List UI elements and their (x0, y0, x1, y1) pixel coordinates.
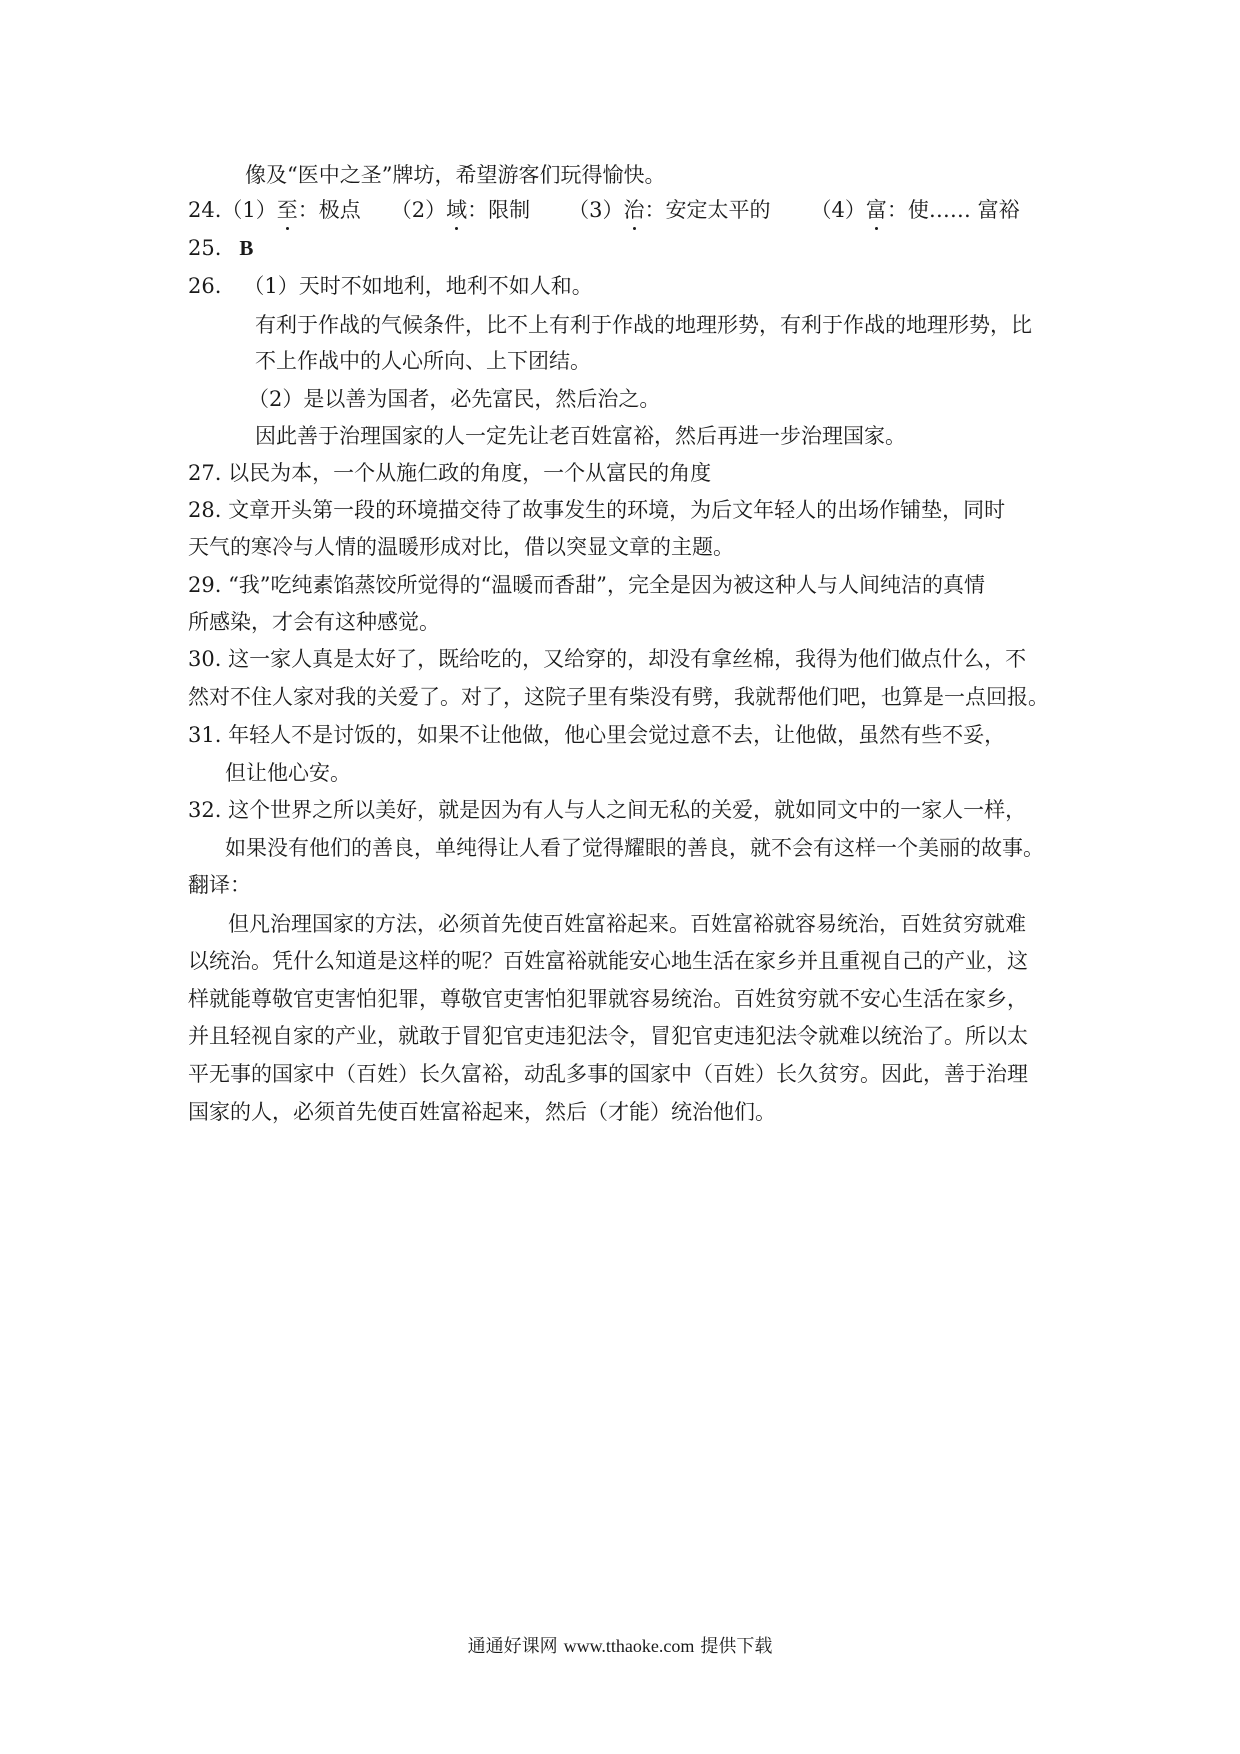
translation-line: 但凡治理国家的方法，必须首先使百姓富裕起来。百姓富裕就容易统治，百姓贫穷就难 (228, 912, 1026, 936)
part-label: （4） (810, 198, 866, 222)
translation-line: 国家的人，必须首先使百姓富裕起来，然后（才能）统治他们。 (188, 1100, 776, 1124)
answer-31-line-2: 但让他心安。 (225, 761, 351, 785)
answer-26-line-3: 不上作战中的人心所向、上下团结。 (255, 349, 591, 373)
footer-site-name: 通通好课网 (467, 1636, 558, 1657)
translation-line: 样就能尊敬官吏害怕犯罪，尊敬官吏害怕犯罪就容易统治。百姓贫穷就不安心生活在家乡， (188, 987, 1028, 1011)
footer-tail: 提供下载 (700, 1636, 773, 1657)
answer-26-line-4: （2）是以善为国者，必先富民，然后治之。 (248, 387, 661, 411)
answer-choice: B (239, 236, 254, 260)
emphasized-char: 至 (277, 195, 298, 225)
answer-26-line-1 (188, 271, 593, 301)
answer-31-line-1: 31. 年轻人不是讨饭的，如果不让他做，他心里会觉过意不去，让他做，虽然有些不妥， (188, 723, 1006, 747)
part-label: （2） (390, 198, 447, 222)
answer-32-line-1: 32. 这个世界之所以美好，就是因为有人与人之间无私的关爱，就如同文中的一家人一样， (188, 798, 1027, 822)
answer-25 (188, 233, 253, 263)
emphasized-char: 富 (866, 195, 887, 225)
answer-29-line-2: 所感染，才会有这种感觉。 (188, 610, 440, 634)
answer-30-line-2: 然对不住人家对我的关爱了。对了，这院子里有柴没有劈，我就帮他们吧，也算是一点回报。 (188, 685, 1049, 709)
definition: ：极点 (297, 198, 361, 222)
translation-line: 并且轻视自家的产业，就敢于冒犯官吏违犯法令，冒犯官吏违犯法令就难以统治了。所以太 (188, 1024, 1028, 1048)
definition: ：使…… 富裕 (886, 198, 1020, 222)
definition: ：安定太平的 (644, 198, 771, 222)
definition: ：限制 (467, 198, 531, 222)
part-label: （1） (221, 198, 277, 222)
intro-line: 像及“医中之圣”牌坊，希望游客们玩得愉快。 (245, 163, 666, 187)
answer-29-line-1: 29. “我”吃纯素馅蒸饺所觉得的“温暖而香甜”，完全是因为被这种人与人间纯洁的真情 (188, 573, 986, 597)
answer-27: 27. 以民为本，一个从施仁政的角度，一个从富民的角度 (188, 461, 712, 485)
answer-text: （1）天时不如地利，地利不如人和。 (243, 274, 593, 298)
answer-26-line-5: 因此善于治理国家的人一定先让老百姓富裕，然后再进一步治理国家。 (255, 424, 906, 448)
translation-line: 平无事的国家中（百姓）长久富裕，动乱多事的国家中（百姓）长久贫穷。因此，善于治理 (188, 1062, 1028, 1086)
answer-number: 25. (188, 236, 222, 260)
translation-line: 以统治。凭什么知道是这样的呢？百姓富裕就能安心地生活在家乡并且重视自己的产业，这 (188, 949, 1028, 973)
answer-26-line-2: 有利于作战的气候条件，比不上有利于作战的地理形势，有利于作战的地理形势，比 (255, 313, 1032, 337)
answer-number: 26. (188, 274, 222, 298)
translation-label: 翻译： (188, 873, 251, 897)
answer-28-line-1: 28. 文章开头第一段的环境描交待了故事发生的环境，为后文年轻人的出场作铺垫，同时 (188, 498, 1006, 522)
answer-32-line-2: 如果没有他们的善良，单纯得让人看了觉得耀眼的善良，就不会有这样一个美丽的故事。 (225, 836, 1044, 860)
part-label: （3） (568, 198, 624, 222)
answer-30-line-1: 30. 这一家人真是太好了，既给吃的，又给穿的，却没有拿丝棉，我得为他们做点什么，不 (188, 647, 1027, 671)
footer-url[interactable]: www.tthaoke.com (563, 1636, 695, 1656)
answer-28-line-2: 天气的寒冷与人情的温暖形成对比，借以突显文章的主题。 (188, 535, 734, 559)
emphasized-char: 治 (624, 195, 645, 225)
answer-24 (188, 195, 1020, 225)
emphasized-char: 域 (446, 195, 467, 225)
answer-number: 24. (188, 198, 222, 222)
page-footer (0, 1633, 1240, 1660)
